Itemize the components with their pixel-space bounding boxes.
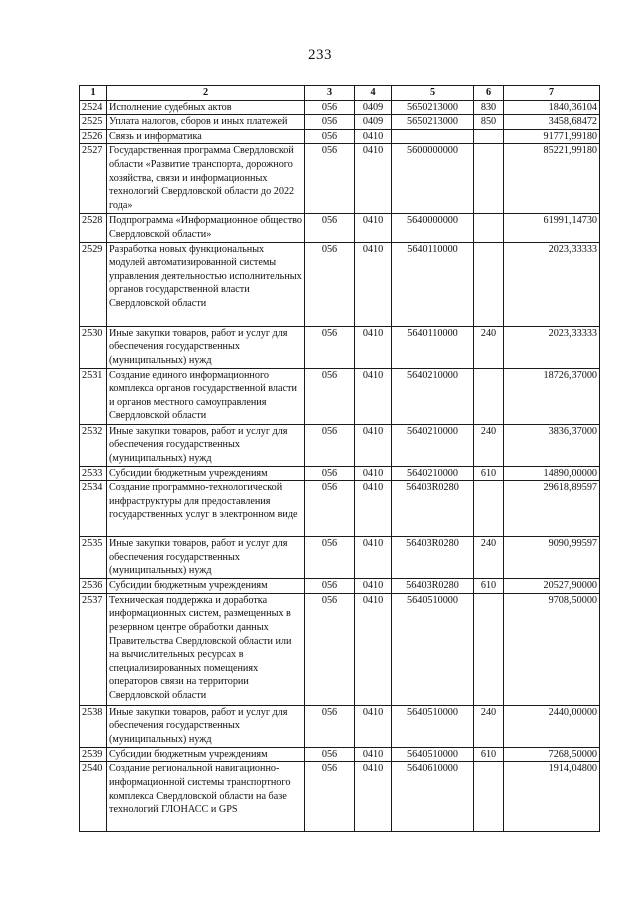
row-expense-type: 240 (474, 705, 504, 747)
row-section-code: 0410 (355, 481, 392, 537)
column-header-7: 7 (504, 86, 600, 101)
row-target-code: 5640110000 (392, 326, 474, 368)
row-name: Разработка новых функциональных модулей автоматизированной системы управления деятельностью исполнительных органов государственной власти Свердловской области (107, 242, 305, 326)
row-ministry-code: 056 (305, 129, 355, 144)
row-expense-type: 610 (474, 579, 504, 594)
row-name: Субсидии бюджетным учреждениям (107, 579, 305, 594)
row-target-code: 5650213000 (392, 100, 474, 115)
row-name: Техническая поддержка и доработка информационных систем, размещенных в резервном центре обработки данных Правительства Свердловской области или на вычислительных ресурсах в специализированных помещениях операторов связи на территории Свердловской области (107, 593, 305, 705)
table-body (80, 100, 600, 832)
row-expense-type (474, 368, 504, 424)
row-ministry-code: 056 (305, 214, 355, 242)
table-row (80, 705, 600, 747)
row-number: 2537 (80, 593, 107, 705)
row-section-code: 0410 (355, 129, 392, 144)
row-amount: 14890,00000 (504, 466, 600, 481)
row-section-code: 0410 (355, 424, 392, 466)
row-name: Иные закупки товаров, работ и услуг для обеспечения государственных (муниципальных) нужд (107, 424, 305, 466)
row-name: Иные закупки товаров, работ и услуг для обеспечения государственных (муниципальных) нужд (107, 326, 305, 368)
row-expense-type (474, 129, 504, 144)
row-amount: 9708,50000 (504, 593, 600, 705)
row-section-code: 0410 (355, 579, 392, 594)
table-row (80, 537, 600, 579)
row-section-code: 0410 (355, 593, 392, 705)
row-amount: 1840,36104 (504, 100, 600, 115)
row-number: 2532 (80, 424, 107, 466)
row-ministry-code: 056 (305, 242, 355, 326)
table-row (80, 115, 600, 130)
row-target-code: 5640210000 (392, 466, 474, 481)
column-header-4: 4 (355, 86, 392, 101)
row-target-code: 5600000000 (392, 144, 474, 214)
column-header-6: 6 (474, 86, 504, 101)
row-number: 2538 (80, 705, 107, 747)
row-amount: 2440,00000 (504, 705, 600, 747)
row-target-code: 5640510000 (392, 705, 474, 747)
row-number: 2533 (80, 466, 107, 481)
column-header-3: 3 (305, 86, 355, 101)
row-section-code: 0410 (355, 705, 392, 747)
table-row (80, 466, 600, 481)
table-row (80, 579, 600, 594)
row-section-code: 0410 (355, 537, 392, 579)
row-target-code: 5640210000 (392, 424, 474, 466)
table-row (80, 762, 600, 832)
row-number: 2536 (80, 579, 107, 594)
row-name: Государственная программа Свердловской области «Развитие транспорта, дорожного хозяйства, связи и информационных технологий Свердловской области до 2022 года» (107, 144, 305, 214)
row-ministry-code: 056 (305, 579, 355, 594)
row-target-code: 5650213000 (392, 115, 474, 130)
row-expense-type (474, 144, 504, 214)
row-ministry-code: 056 (305, 466, 355, 481)
row-expense-type: 610 (474, 747, 504, 762)
row-expense-type: 830 (474, 100, 504, 115)
row-target-code: 5640510000 (392, 593, 474, 705)
row-amount: 18726,37000 (504, 368, 600, 424)
row-name: Иные закупки товаров, работ и услуг для обеспечения государственных (муниципальных) нужд (107, 537, 305, 579)
row-name: Исполнение судебных актов (107, 100, 305, 115)
row-ministry-code: 056 (305, 481, 355, 537)
table-row (80, 144, 600, 214)
row-target-code: 56403R0280 (392, 481, 474, 537)
row-amount: 20527,90000 (504, 579, 600, 594)
row-amount: 91771,99180 (504, 129, 600, 144)
row-section-code: 0409 (355, 115, 392, 130)
row-amount: 1914,04800 (504, 762, 600, 832)
row-number: 2530 (80, 326, 107, 368)
row-ministry-code: 056 (305, 368, 355, 424)
row-amount: 3458,68472 (504, 115, 600, 130)
budget-table (79, 85, 600, 832)
row-amount: 29618,89597 (504, 481, 600, 537)
row-number: 2534 (80, 481, 107, 537)
row-amount: 3836,37000 (504, 424, 600, 466)
row-expense-type: 240 (474, 537, 504, 579)
row-expense-type (474, 481, 504, 537)
row-expense-type: 240 (474, 424, 504, 466)
row-number: 2526 (80, 129, 107, 144)
row-target-code: 5640000000 (392, 214, 474, 242)
row-name: Уплата налогов, сборов и иных платежей (107, 115, 305, 130)
row-ministry-code: 056 (305, 593, 355, 705)
table-row (80, 481, 600, 537)
row-section-code: 0410 (355, 214, 392, 242)
row-section-code: 0410 (355, 326, 392, 368)
row-name: Субсидии бюджетным учреждениям (107, 747, 305, 762)
row-ministry-code: 056 (305, 144, 355, 214)
table-row (80, 214, 600, 242)
row-ministry-code: 056 (305, 115, 355, 130)
row-number: 2529 (80, 242, 107, 326)
row-number: 2539 (80, 747, 107, 762)
row-ministry-code: 056 (305, 424, 355, 466)
row-expense-type: 850 (474, 115, 504, 130)
row-name: Создание региональной навигационно-информационной системы транспортного комплекса Свердловской области на базе технологий ГЛОНАСС и GPS (107, 762, 305, 832)
row-expense-type: 610 (474, 466, 504, 481)
row-name: Иные закупки товаров, работ и услуг для обеспечения государственных (муниципальных) нужд (107, 705, 305, 747)
row-name: Создание программно-технологической инфраструктуры для предоставления государственных услуг в электронном виде (107, 481, 305, 537)
row-expense-type: 240 (474, 326, 504, 368)
row-amount: 2023,33333 (504, 242, 600, 326)
table-row (80, 368, 600, 424)
row-number: 2528 (80, 214, 107, 242)
row-number: 2527 (80, 144, 107, 214)
row-target-code: 5640110000 (392, 242, 474, 326)
row-section-code: 0410 (355, 144, 392, 214)
row-name: Связь и информатика (107, 129, 305, 144)
row-ministry-code: 056 (305, 705, 355, 747)
row-target-code: 5640610000 (392, 762, 474, 832)
row-name: Подпрограмма «Информационное общество Свердловской области» (107, 214, 305, 242)
row-ministry-code: 056 (305, 747, 355, 762)
table-row (80, 100, 600, 115)
row-target-code: 56403R0280 (392, 537, 474, 579)
row-target-code: 56403R0280 (392, 579, 474, 594)
table-row (80, 326, 600, 368)
row-section-code: 0410 (355, 242, 392, 326)
table-row (80, 129, 600, 144)
header-row (80, 86, 600, 101)
row-name: Создание единого информационного комплекса органов государственной власти и органов местного самоуправления Свердловской области (107, 368, 305, 424)
row-expense-type (474, 593, 504, 705)
row-section-code: 0410 (355, 368, 392, 424)
row-section-code: 0410 (355, 466, 392, 481)
row-section-code: 0410 (355, 747, 392, 762)
row-name: Субсидии бюджетным учреждениям (107, 466, 305, 481)
row-number: 2531 (80, 368, 107, 424)
row-expense-type (474, 762, 504, 832)
table-row (80, 593, 600, 705)
row-ministry-code: 056 (305, 326, 355, 368)
row-expense-type (474, 242, 504, 326)
row-number: 2535 (80, 537, 107, 579)
row-section-code: 0409 (355, 100, 392, 115)
row-section-code: 0410 (355, 762, 392, 832)
page-number: 233 (308, 47, 332, 63)
row-number: 2540 (80, 762, 107, 832)
table-row (80, 424, 600, 466)
column-header-5: 5 (392, 86, 474, 101)
row-ministry-code: 056 (305, 762, 355, 832)
row-ministry-code: 056 (305, 537, 355, 579)
row-amount: 2023,33333 (504, 326, 600, 368)
column-header-1: 1 (80, 86, 107, 101)
row-number: 2524 (80, 100, 107, 115)
row-target-code (392, 129, 474, 144)
table-row (80, 747, 600, 762)
table-row (80, 242, 600, 326)
row-target-code: 5640510000 (392, 747, 474, 762)
row-target-code: 5640210000 (392, 368, 474, 424)
row-amount: 9090,99597 (504, 537, 600, 579)
row-amount: 7268,50000 (504, 747, 600, 762)
row-amount: 61991,14730 (504, 214, 600, 242)
column-header-2: 2 (107, 86, 305, 101)
row-expense-type (474, 214, 504, 242)
row-number: 2525 (80, 115, 107, 130)
row-amount: 85221,99180 (504, 144, 600, 214)
row-ministry-code: 056 (305, 100, 355, 115)
